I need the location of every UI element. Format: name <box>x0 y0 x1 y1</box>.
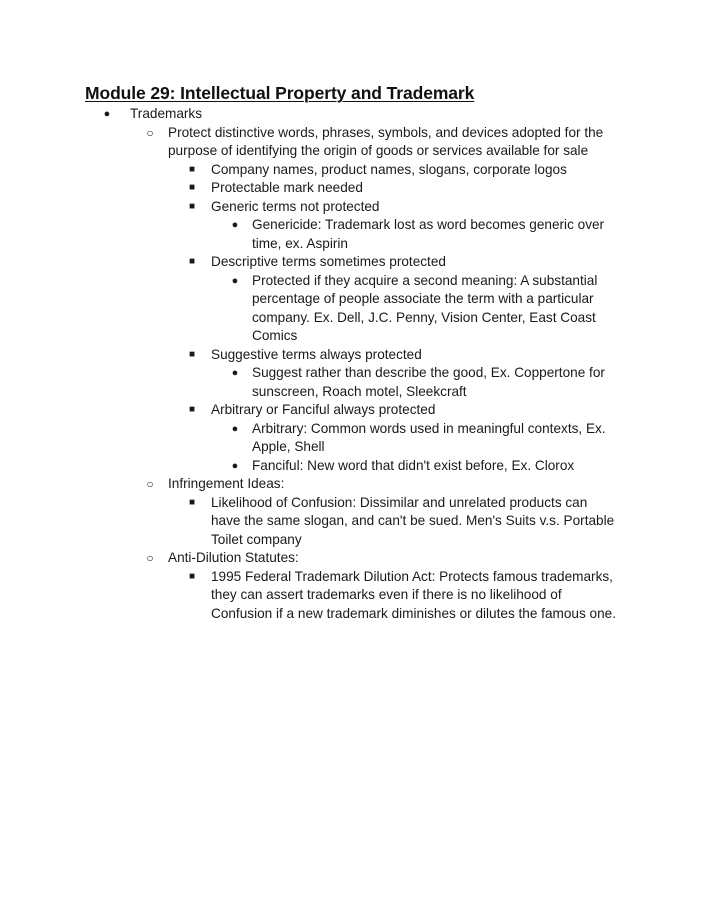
list-item-text: Anti-Dilution Statutes: <box>168 550 299 565</box>
list-item-text: Genericide: Trademark lost as word becomes generic over <box>252 217 605 232</box>
list-bullet-square: ■ <box>188 163 196 175</box>
list-item-text: company. Ex. Dell, J.C. Penny, Vision Center, East Coast <box>252 309 596 325</box>
list-item-text: Fanciful: New word that didn't exist before, Ex. Clorox <box>252 457 575 473</box>
list-bullet-disc: ● <box>231 219 239 231</box>
list-item-text: Suggestive terms always protected <box>211 346 422 362</box>
list-item-text: Protected if they acquire a second meaning: A substantial <box>252 272 598 288</box>
list-item-text: have the same slogan, and can't be sued. Men's Suits v.s. Portable <box>211 513 615 528</box>
list-item-text: Suggest rather than describe the good, Ex. Coppertone for <box>252 365 605 380</box>
list-item-text: Company names, product names, slogans, corporate logos <box>211 161 567 177</box>
list-item-text: Protect distinctive words, phrases, symbols, and devices adopted for the <box>168 124 604 140</box>
list-bullet-disc: ● <box>231 459 239 472</box>
list-item-text: Apple, Shell <box>252 439 325 454</box>
list-bullet-square: ■ <box>188 256 196 267</box>
list-bullet-square: ■ <box>188 570 196 582</box>
list-bullet-square: ■ <box>188 348 196 360</box>
list-bullet-square: ■ <box>188 200 196 212</box>
list-bullet-disc: ● <box>231 422 239 435</box>
page-title: Module 29: Intellectual Property and Trademark <box>85 83 475 103</box>
list-item-text: Confusion if a new trademark diminishes or dilutes the famous one. <box>211 605 616 621</box>
list-bullet-square: ■ <box>188 182 196 193</box>
list-item-text: purpose of identifying the origin of goods or services available for sale <box>168 143 589 158</box>
list-bullet-circle: ○ <box>146 125 154 140</box>
list-item-text: Protectable mark needed <box>211 180 363 195</box>
list-item-text: 1995 Federal Trademark Dilution Act: Protects famous trademarks, <box>211 568 613 584</box>
list-bullet-disc: ● <box>103 108 111 120</box>
list-bullet-circle: ○ <box>146 477 154 491</box>
list-bullet-square: ■ <box>188 496 196 508</box>
list-bullet-circle: ○ <box>146 551 154 565</box>
list-item-text: Arbitrary: Common words used in meaningful contexts, Ex. <box>252 420 606 436</box>
list-item-text: Infringement Ideas: <box>168 476 285 491</box>
list-item-text: Generic terms not protected <box>211 198 380 214</box>
list-bullet-disc: ● <box>231 274 239 287</box>
list-item-text: Likelihood of Confusion: Dissimilar and unrelated products can <box>211 494 588 510</box>
list-item-text: Comics <box>252 328 298 343</box>
list-bullet-disc: ● <box>231 367 239 379</box>
list-item-text: Arbitrary or Fanciful always protected <box>211 402 436 417</box>
list-item-text: time, ex. Aspirin <box>252 235 348 251</box>
list-item-text: Trademarks <box>130 106 203 121</box>
list-item-text: they can assert trademarks even if there is no likelihood of <box>211 587 562 602</box>
list-item-text: percentage of people associate the term with a particular <box>252 291 594 306</box>
list-item-text: Descriptive terms sometimes protected <box>211 254 446 269</box>
list-bullet-square: ■ <box>188 404 196 415</box>
list-item-text: sunscreen, Roach motel, Sleekcraft <box>252 383 467 399</box>
list-item-text: Toilet company <box>211 531 302 547</box>
